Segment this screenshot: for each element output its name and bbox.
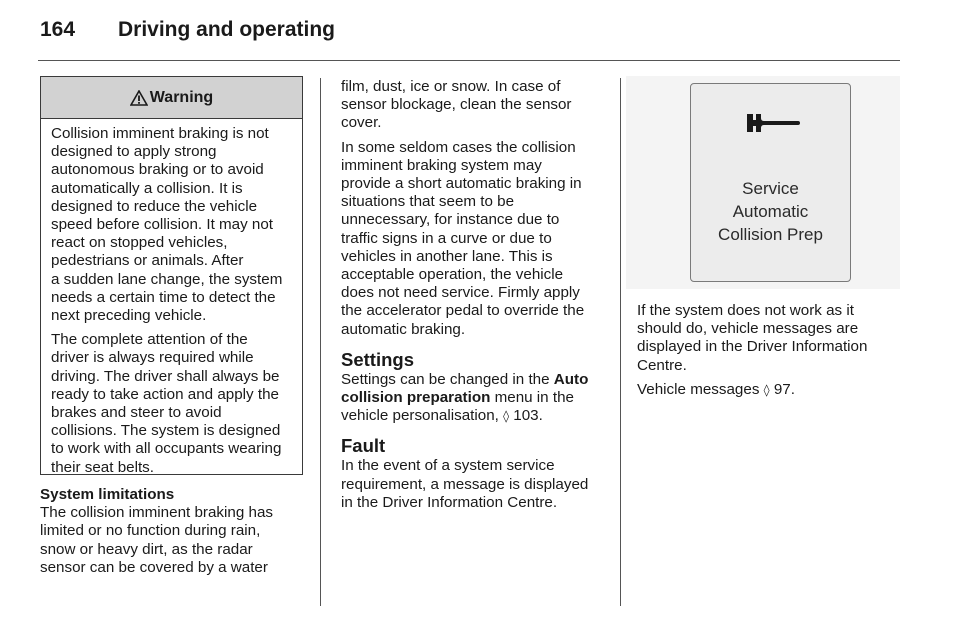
settings-heading: Settings <box>341 348 414 370</box>
warning-paragraph: Collision imminent braking is not designed to apply strong autonomous braking or to avoid automatically a collision. It is designed to reduce the vehicle speed before collision. It may not react on stopped vehicles, pedestrians or animals. After a sudden lane change, the system needs a certain time to detect the next preceding vehicle. <box>51 125 283 325</box>
settings-text-part: menu in the <box>490 389 574 407</box>
warning-body <box>41 119 302 477</box>
page-reference[interactable]: 103. <box>513 407 543 425</box>
display-screen <box>690 83 851 282</box>
fault-text: In the event of a system service requirement, a message is displayed in the Driver Information Centre. <box>341 457 589 511</box>
right-column <box>637 302 867 405</box>
section-title: Driving and operating <box>118 18 336 41</box>
wrench-icon <box>741 110 801 136</box>
warning-box <box>40 76 303 475</box>
column-divider <box>320 78 321 606</box>
system-limitations-section <box>40 486 273 583</box>
vehicle-messages-text: Vehicle messages <box>637 380 764 398</box>
system-limitations-text: The collision imminent braking has limited or no function during rain, snow or heavy dirt, as the radar sensor can be covered by a water <box>40 504 273 576</box>
page-reference[interactable]: 97. <box>773 380 795 398</box>
settings-text-part: Settings can be changed in the <box>341 370 554 388</box>
fault-heading: Fault <box>341 435 386 457</box>
system-failure-paragraph: If the system does not work as it should do, vehicle messages are displayed in the Driver Information Centre. <box>637 302 868 374</box>
page-number: 164 <box>40 18 76 41</box>
settings-text <box>341 371 588 426</box>
warning-paragraph: The complete attention of the driver is always required while driving. The driver shall always be ready to take action and apply the brakes and steer to avoid collisions. The system is designed to work with all occupants wearing their seat belts. <box>51 331 282 476</box>
settings-text-part: vehicle personalisation, <box>341 407 504 425</box>
page-header <box>40 18 335 42</box>
header-rule <box>38 60 900 61</box>
warning-triangle-icon <box>130 90 148 106</box>
warning-title: Warning <box>149 88 214 106</box>
vehicle-messages-line <box>637 381 867 399</box>
warning-header <box>41 77 302 119</box>
display-message: Service Automatic Collision Prep <box>718 179 823 244</box>
reference-icon: ◊ <box>763 382 770 397</box>
reference-icon: ◊ <box>503 409 510 424</box>
settings-menu-name: collision preparation <box>341 389 491 407</box>
middle-column <box>341 78 588 518</box>
dic-display-illustration <box>626 76 900 289</box>
settings-menu-name: Auto <box>553 370 589 388</box>
seldom-cases-paragraph: In some seldom cases the collision imminent braking system may provide a short automatic braking in situations that seem to be unnecessary, for instance due to traffic signs in a curve or due to vehicles in another lane. This is acceptable operation, the vehicle does not need service. Firmly apply the accelerator pedal to override the automatic braking. <box>341 138 585 338</box>
system-limitations-heading: System limitations <box>40 486 175 503</box>
column-divider <box>620 78 621 606</box>
continued-paragraph: film, dust, ice or snow. In case of sensor blockage, clean the sensor cover. <box>341 78 572 132</box>
